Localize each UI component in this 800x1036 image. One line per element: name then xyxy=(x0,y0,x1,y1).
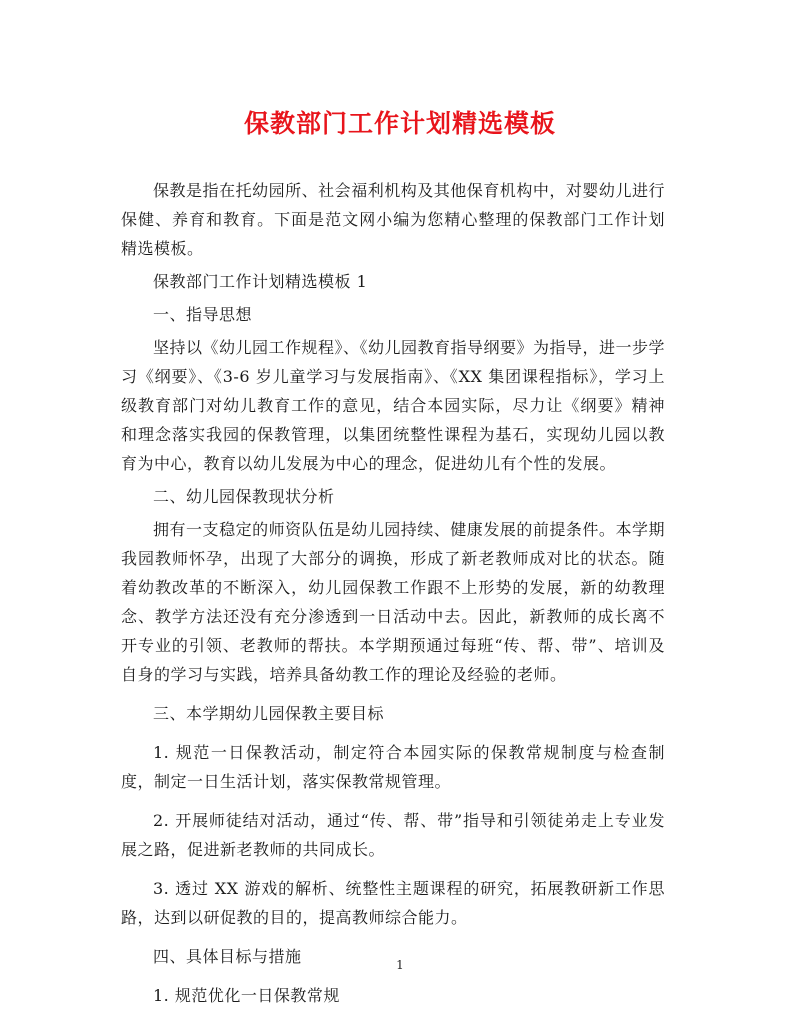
page-number: 1 xyxy=(396,958,404,972)
template-heading: 保教部门工作计划精选模板 1 xyxy=(153,272,368,291)
section-heading-main-goals: 三、本学期幼儿园保教主要目标 xyxy=(153,704,385,723)
goal-item-2: 2. 开展师徒结对活动，通过“传、帮、带”指导和引领徒弟走上专业发展之路，促进新老教师的共同成长。 xyxy=(121,811,665,859)
document-body xyxy=(121,176,665,1010)
status-analysis-paragraph: 拥有一支稳定的师资队伍是幼儿园持续、健康发展的前提条件。本学期我园教师怀孕，出现了大部分的调换，形成了新老教师成对比的状态。随着幼教改革的不断深入，幼儿园保教工作跟不上形势的发展，新的幼教理念、教学方法还没有充分渗透到一日活动中去。因此，新教师的成长离不开专业的引领、老教师的帮扶。本学期预通过每班“传、帮、带”、培训及自身的学习与实践，培养具备幼教工作的理论及经验的老师。 xyxy=(121,520,665,684)
section-heading-guiding-ideology: 一、指导思想 xyxy=(153,305,253,324)
section-heading-measures: 四、具体目标与措施 xyxy=(153,947,302,966)
goal-item-1: 1. 规范一日保教活动，制定符合本园实际的保教常规制度与检查制度，制定一日生活计划，落实保教常规管理。 xyxy=(121,743,665,791)
intro-paragraph: 保教是指在托幼园所、社会福利机构及其他保育机构中，对婴幼儿进行保健、养育和教育。下面是范文网小编为您精心整理的保教部门工作计划精选模板。 xyxy=(121,181,665,258)
measure-item-1: 1. 规范优化一日保教常规 xyxy=(153,986,340,1005)
goal-item-3: 3. 透过 XX 游戏的解析、统整性主题课程的研究，拓展教研新工作思路，达到以研促教的目的，提高教师综合能力。 xyxy=(121,879,665,927)
document-title: 保教部门工作计划精选模板 xyxy=(243,109,556,138)
guiding-ideology-paragraph: 坚持以《幼儿园工作规程》、《幼儿园教育指导纲要》为指导，进一步学习《纲要》、《3-6 岁儿童学习与发展指南》、《XX 集团课程指标》，学习上级教育部门对幼儿教育工作的意见，结合本园实际，尽力让《纲要》精神和理念落实我园的保教管理，以集团统整性课程为基石，实现幼儿园以教育为中心，教育以幼儿发展为中心的理念，促进幼儿有个性的发展。 xyxy=(121,338,666,473)
section-heading-status-analysis: 二、幼儿园保教现状分析 xyxy=(153,487,335,506)
